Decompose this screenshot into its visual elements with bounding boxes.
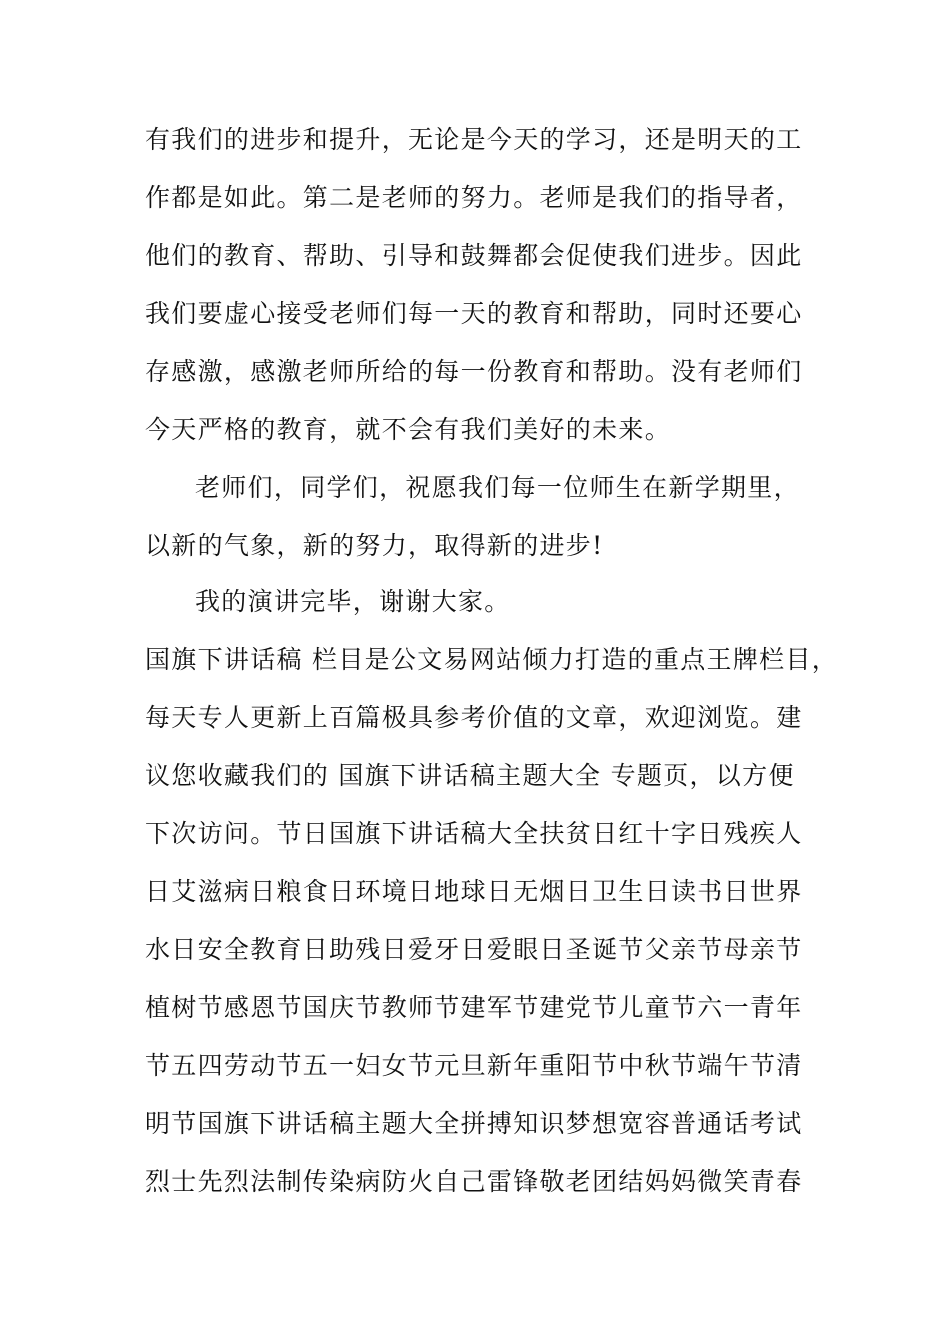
text-line: 植树节感恩节国庆节教师节建军节建党节儿童节六一青年 [145, 993, 803, 1022]
closing-line: 我的演讲完毕，谢谢大家。 [195, 587, 511, 616]
text-line: 作都是如此。第二是老师的努力。老师是我们的指导者， [145, 183, 803, 212]
text-line: 有我们的进步和提升，无论是今天的学习，还是明天的工 [145, 125, 803, 154]
text-line: 以新的气象，新的努力，取得新的进步! [145, 531, 604, 560]
text-line: 明节国旗下讲话稿主题大全拼搏知识梦想宽容普通话考试 [145, 1109, 803, 1138]
text-line: 议您收藏我们的 国旗下讲话稿主题大全 专题页，以方便 [145, 761, 795, 790]
text-line: 我们要虚心接受老师们每一天的教育和帮助，同时还要心 [145, 299, 803, 328]
text-line: 节五四劳动节五一妇女节元旦新年重阳节中秋节端午节清 [145, 1051, 803, 1080]
text-line: 水日安全教育日助残日爱牙日爱眼日圣诞节父亲节母亲节 [145, 935, 803, 964]
text-line: 他们的教育、帮助、引导和鼓舞都会促使我们进步。因此 [145, 241, 803, 270]
text-line: 存感激，感激老师所给的每一份教育和帮助。没有老师们 [145, 357, 803, 386]
text-line: 下次访问。节日国旗下讲话稿大全扶贫日红十字日残疾人 [145, 819, 803, 848]
text-line: 日艾滋病日粮食日环境日地球日无烟日卫生日读书日世界 [145, 877, 803, 906]
text-line: 烈士先烈法制传染病防火自己雷锋敬老团结妈妈微笑青春 [145, 1167, 803, 1196]
paragraph-first-line: 老师们，同学们，祝愿我们每一位师生在新学期里， [195, 473, 800, 502]
text-line: 今天严格的教育，就不会有我们美好的未来。 [145, 415, 672, 444]
text-line: 国旗下讲话稿 栏目是公文易网站倾力打造的重点王牌栏目， [145, 645, 839, 674]
text-line: 每天专人更新上百篇极具参考价值的文章，欢迎浏览。建 [145, 703, 803, 732]
